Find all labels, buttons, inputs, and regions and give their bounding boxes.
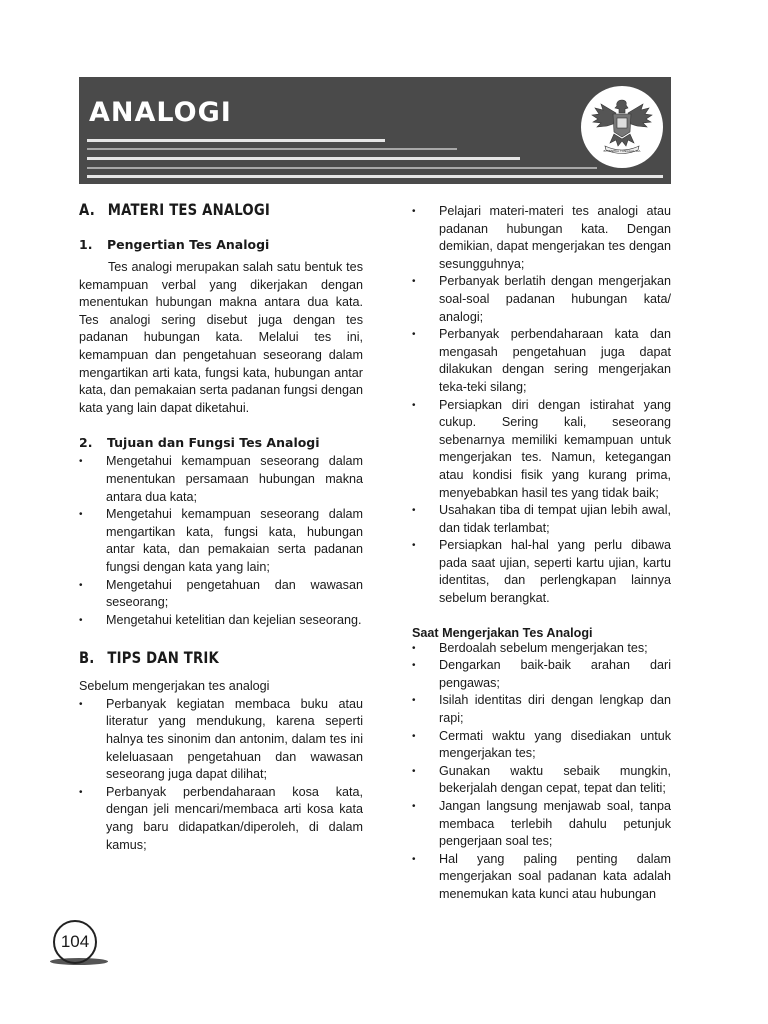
- garuda-icon: [581, 86, 663, 168]
- list-item: • Mengetahui pengetahuan dan wawasan seseorang;: [79, 577, 363, 612]
- list-item: • Mengetahui kemampuan seseorang dalam mengartikan kata, fungsi kata, hubungan antar kata, dan pemakaian serta padanan fungsi dengan kata yang lain;: [79, 506, 363, 576]
- subheading-1-title: Pengertian Tes Analogi: [107, 237, 270, 252]
- section-b-letter: B.: [79, 648, 95, 668]
- list-item: • Berdoalah sebelum mengerjakan tes;: [412, 640, 671, 658]
- subheading-1-number: 1.: [79, 237, 93, 252]
- list-item: • Perbanyak perbendaharaan kata dan mengasah pengetahuan juga dapat dilakukan dengan sering mengerjakan teka-teki silang;: [412, 326, 671, 396]
- list-item: • Mengetahui ketelitian dan kejelian seseorang.: [79, 612, 363, 630]
- banner-line-1: [87, 139, 385, 142]
- subheading-1: [79, 237, 363, 252]
- definition-paragraph: Tes analogi merupakan salah satu bentuk tes kemampuan verbal yang dikerjakan dengan menentukan hubungan makna antara dua kata. Tes analogi sering disebut juga dengan tes padanan hubungan kata. Melalui tes ini, kemampuan dan pengetahuan seseorang dalam mengartikan arti kata, fungsi kata, hubungan antar kata, dan pemakaian serta padanan fungsi dengan kata yang lain dapat diketahui.: [79, 260, 363, 415]
- tips-list-left: [79, 696, 363, 854]
- section-a-title: MATERI TES ANALOGI: [107, 200, 271, 219]
- list-item: • Mengetahui kemampuan seseorang dalam menentukan persamaan hubungan makna antara dua kata;: [79, 453, 363, 506]
- subheading-2: [79, 435, 363, 450]
- banner-line-2: [87, 148, 457, 150]
- page-number: 104: [53, 920, 97, 964]
- list-item: • Perbanyak berlatih dengan mengerjakan soal-soal padanan hubungan kata/ analogi;: [412, 273, 671, 326]
- section-b-title: TIPS DAN TRIK: [107, 648, 219, 668]
- list-item: • Jangan langsung menjawab soal, tanpa membaca terlebih dahulu petunjuk pengerjaan soal tes;: [412, 798, 671, 851]
- list-item: • Persiapkan hal-hal yang perlu dibawa pada saat ujian, seperti kartu ujian, kartu identitas, dan perlengkapan lainnya sebelum berangkat.: [412, 537, 671, 607]
- emblem-motto: BHINNEKA TUNGGAL IKA: [603, 149, 641, 153]
- list-item: • Perbanyak kegiatan membaca buku atau literatur yang mendukung, karena seperti halnya tes sinonim dan antonim, dalam tes ini keleluasaan pengetahuan dan wawasan seseorang juga dapat dilihat;: [79, 696, 363, 784]
- banner-line-4: [87, 167, 597, 169]
- list-item: • Cermati waktu yang disediakan untuk mengerjakan tes;: [412, 728, 671, 763]
- purpose-list: [79, 453, 363, 629]
- banner-line-5: [87, 175, 663, 178]
- list-item: • Persiapkan diri dengan istirahat yang cukup. Sering kali, seseorang sebenarnya memiliki kemampuan untuk mengerjakan tes. Namun, ketegangan atau kondisi fisik yang kurang prima, menyebabkan hasil tes yang tidak baik;: [412, 397, 671, 503]
- chapter-title: ANALOGI: [89, 97, 232, 128]
- tips-intro: Sebelum mengerjakan tes analogi: [79, 679, 270, 694]
- subheading-2-number: 2.: [79, 435, 93, 451]
- chapter-banner: [79, 77, 671, 184]
- during-test-heading: Saat Mengerjakan Tes Analogi: [412, 625, 593, 640]
- list-item: • Dengarkan baik-baik arahan dari pengawas;: [412, 657, 671, 692]
- section-b-heading: [79, 648, 340, 667]
- left-column: [79, 200, 363, 854]
- list-item: • Usahakan tiba di tempat ujian lebih awal, dan tidak terlambat;: [412, 502, 671, 537]
- section-a-letter: A.: [79, 200, 95, 219]
- list-item: • Pelajari materi-materi tes analogi atau padanan hubungan kata. Dengan demikian, dapat mengerjakan tes dengan sesungguhnya;: [412, 203, 671, 273]
- list-item: • Isilah identitas diri dengan lengkap dan rapi;: [412, 692, 671, 727]
- tips-list-right: [412, 203, 671, 608]
- during-test-list: [412, 640, 671, 904]
- subheading-2-title: Tujuan dan Fungsi Tes Analogi: [107, 435, 320, 451]
- banner-line-3: [87, 157, 520, 160]
- list-item: • Perbanyak perbendaharaan kosa kata, dengan jeli mencari/membaca arti kosa kata yang baru didapatkan/diperoleh, di dalam kamus;: [79, 784, 363, 854]
- section-a-heading: [79, 200, 340, 219]
- garuda-emblem: [581, 86, 663, 168]
- list-item: • Hal yang paling penting dalam mengerjakan soal padanan kata adalah menemukan kata kunci atau hubungan: [412, 851, 671, 904]
- list-item: • Gunakan waktu sebaik mungkin, bekerjalah dengan cepat, tepat dan teliti;: [412, 763, 671, 798]
- right-column: [412, 203, 671, 904]
